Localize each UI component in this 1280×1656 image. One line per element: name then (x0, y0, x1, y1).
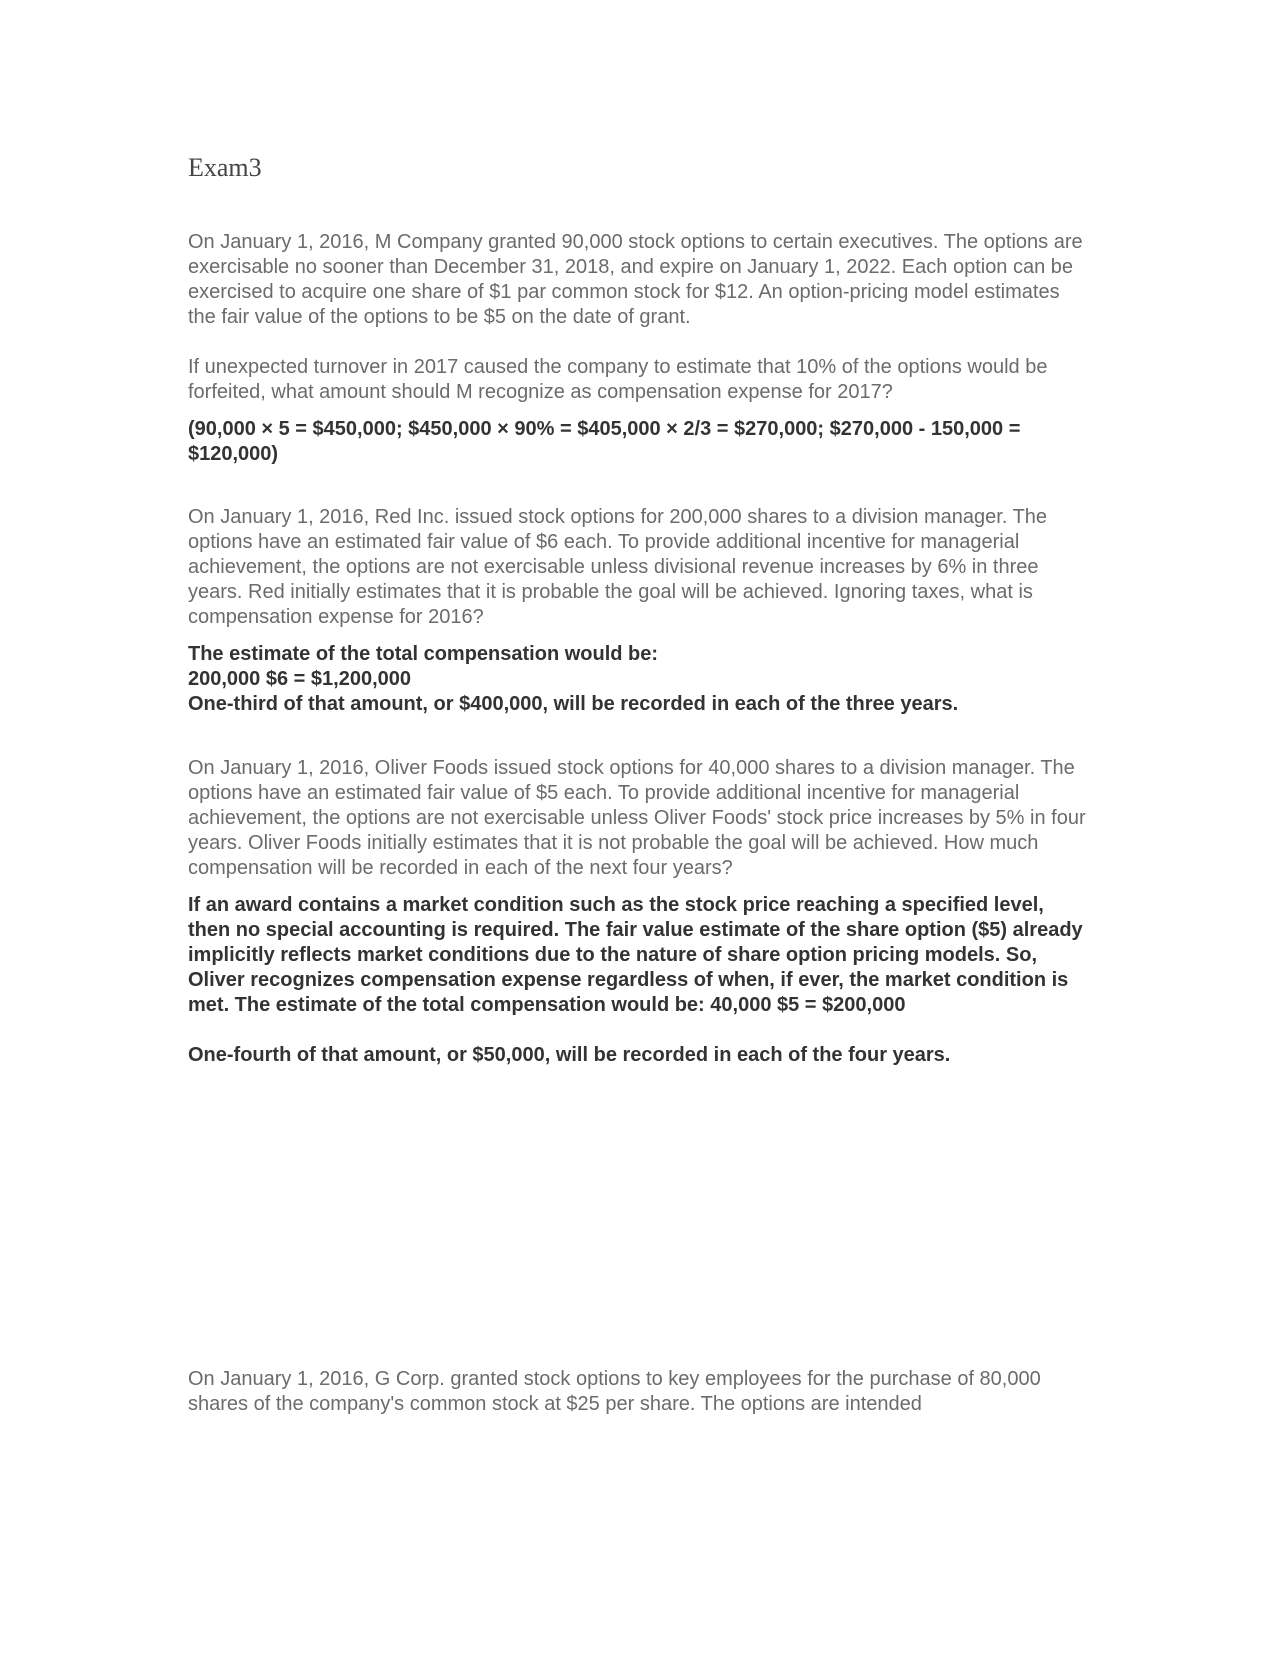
question-2: On January 1, 2016, Red Inc. issued stock options for 200,000 shares to a division manager. The options have an estimated fair value of $6 each. To provide additional incentive for managerial achievement, the options are not exercisable unless divisional revenue increases by 6% in three years. Red initially estimates that it is probable the goal will be achieved. Ignoring taxes, what is compensation expense for 2016? (188, 506, 1048, 628)
question-block-4 (188, 1367, 1088, 1417)
answer-2 (188, 642, 1088, 717)
question-1-paragraph-2: If unexpected turnover in 2017 caused the company to estimate that 10% of the options would be forfeited, what amount should M recognize as compensation expense for 2017? (188, 356, 1048, 403)
question-1-paragraph-1: On January 1, 2016, M Company granted 90,000 stock options to certain executives. The options are exercisable no sooner than December 31, 2018, and expire on January 1, 2022. Each option can be exercised to acquire one share of $1 par common stock for $12. An option-pricing model estimates the fair value of the options to be $5 on the date of grant. (188, 231, 1083, 328)
answer-2-line-3: One-third of that amount, or $400,000, will be recorded in each of the three years. (188, 693, 959, 715)
document-title: Exam3 (188, 153, 262, 182)
question-3: On January 1, 2016, Oliver Foods issued stock options for 40,000 shares to a division manager. The options have an estimated fair value of $5 each. To provide additional incentive for managerial achievement, the options are not exercisable unless Oliver Foods' stock price increases by 5% in four years. Oliver Foods initially estimates that it is not probable the goal will be achieved. How much compensation will be recorded in each of the next four years? (188, 757, 1086, 879)
answer-2-line-2: 200,000 $6 = $1,200,000 (188, 668, 411, 690)
answer-3 (188, 893, 1088, 1068)
question-4: On January 1, 2016, G Corp. granted stock options to key employees for the purchase of 80,000 shares of the company's common stock at $25 per share. The options are intended (188, 1368, 1041, 1415)
answer-3-paragraph-1: If an award contains a market condition such as the stock price reaching a specified level, then no special accounting is required. The fair value estimate of the share option ($5) already implicitly reflects market conditions due to the nature of share option pricing models. So, Oliver recognizes compensation expense regardless of when, if ever, the market condition is met. The estimate of the total compensation would be: 40,000 $5 = $200,000 (188, 894, 1083, 1016)
question-block-3 (188, 756, 1088, 1068)
question-block-2 (188, 505, 1088, 717)
answer-1: (90,000 × 5 = $450,000; $450,000 × 90% = $405,000 × 2/3 = $270,000; $270,000 - 150,000 = $120,000) (188, 418, 1021, 465)
answer-2-line-1: The estimate of the total compensation would be: (188, 643, 659, 665)
answer-3-spacer (188, 1018, 1088, 1043)
answer-3-paragraph-2: One-fourth of that amount, or $50,000, will be recorded in each of the four years. (188, 1044, 951, 1066)
question-block-1 (188, 230, 1088, 467)
